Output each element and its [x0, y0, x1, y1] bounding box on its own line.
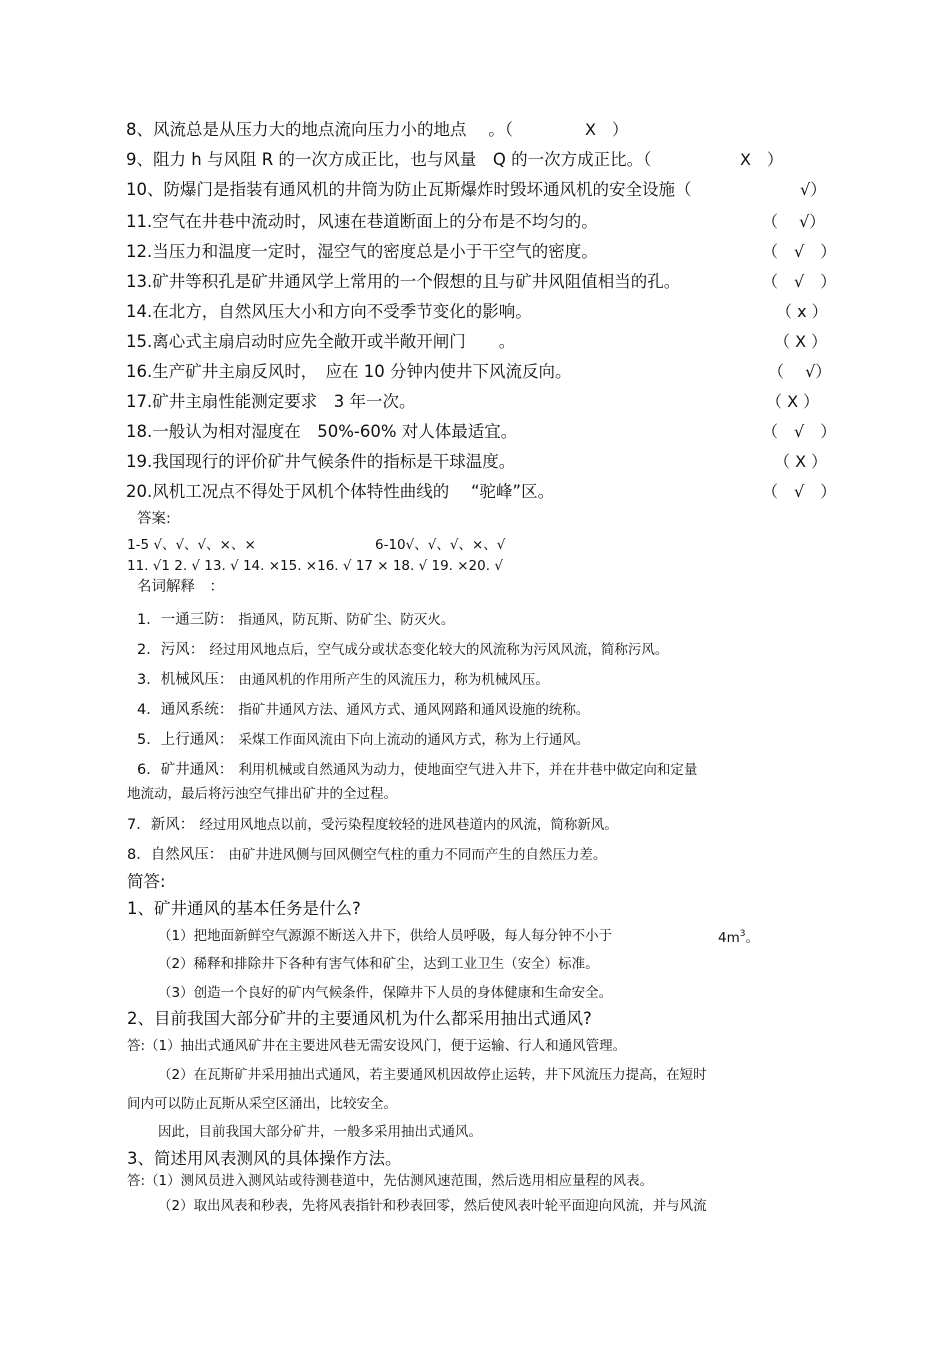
answer-mark-20: （ √ ） — [762, 482, 837, 501]
term-label: 1．一通三防： — [137, 612, 234, 628]
question-17: 17.矿井主扇性能测定要求 3 年一次。 — [126, 392, 416, 411]
term-row-4 — [137, 701, 589, 718]
question-18: 18.一般认为相对湿度在 50%-60% 对人体最适宜。 — [126, 422, 518, 441]
answer-mark-14: （ x ） — [776, 302, 828, 321]
question-13: 13.矿井等积孔是矿井通风学上常用的一个假想的且与矿井风阻值相当的孔。 — [126, 272, 681, 291]
term-definition: 利用机械或自然通风为动力，使地面空气进入井下，并在井巷中做定向和定量 — [238, 762, 698, 778]
term-label: 8．自然风压： — [127, 847, 224, 863]
question-19: 19.我国现行的评价矿井气候条件的指标是干球温度。 — [126, 452, 516, 471]
answers-heading: 答案: — [137, 511, 171, 527]
term-row-2 — [137, 641, 668, 658]
answer-mark-10: √） — [800, 180, 827, 199]
short-q1-answer-2: （2）稀释和排除井下各种有害气体和矿尘，达到工业卫生（安全）标准。 — [158, 956, 599, 972]
term-definition: 指通风，防瓦斯、防矿尘、防灭火。 — [238, 612, 455, 628]
term-label: 4．通风系统： — [137, 702, 234, 718]
term-definition: 指矿井通风方法、通风方式、通风网路和通风设施的统称。 — [238, 702, 590, 718]
answer-mark-13: （ √ ） — [762, 272, 837, 291]
short-answer-heading: 简答: — [127, 872, 166, 891]
short-question-3: 3、简述用风表测风的具体操作方法。 — [127, 1149, 402, 1168]
terms-heading: 名词解释 ： — [137, 579, 224, 595]
term-row-5 — [137, 731, 589, 748]
term-row-3 — [137, 671, 549, 688]
short-q1-answer-3: （3）创造一个良好的矿内气候条件，保障井下人员的身体健康和生命安全。 — [158, 985, 613, 1001]
answer-mark-8: X ） — [585, 120, 628, 139]
term-6-continuation: 地流动，最后将污浊空气排出矿井的全过程。 — [127, 786, 397, 802]
term-label: 7．新风： — [127, 817, 195, 833]
term-definition: 经过用风地点后，空气成分或状态变化较大的风流称为污风风流，简称污风。 — [209, 642, 669, 658]
term-definition: 采煤工作面风流由下向上流动的通风方式，称为上行通风。 — [238, 732, 590, 748]
term-label: 5．上行通风： — [137, 732, 234, 748]
short-question-2: 2、目前我国大部分矿井的主要通风机为什么都采用抽出式通风? — [127, 1009, 592, 1028]
answer-mark-9: X ） — [740, 150, 783, 169]
short-q1-answer-1: （1）把地面新鲜空气源源不断送入井下，供给人员呼吸，每人每分钟不小于 — [158, 928, 613, 944]
answer-mark-11: （ √） — [762, 212, 826, 231]
short-q1-answer-1-value: $4m^3$。 — [718, 929, 759, 946]
term-row-8 — [127, 846, 606, 863]
term-label: 6．矿井通风： — [137, 762, 234, 778]
answer-mark-12: （ √ ） — [762, 242, 837, 261]
term-definition: 经过用风地点以前，受污染程度较轻的进风巷道内的风流，简称新风。 — [199, 817, 618, 833]
short-question-1: 1、矿井通风的基本任务是什么? — [127, 899, 361, 918]
term-row-1 — [137, 611, 454, 628]
question-9: 9、阻力 h 与风阻 R 的一次方成正比，也与风量 Q 的一次方成正比。（ — [126, 150, 652, 169]
short-q2-answer-3: 因此，目前我国大部分矿井，一般多采用抽出式通风。 — [158, 1124, 482, 1140]
question-12: 12.当压力和温度一定时，湿空气的密度总是小于干空气的密度。 — [126, 242, 598, 261]
question-10: 10、防爆门是指装有通风机的井筒为防止瓦斯爆炸时毁坏通风机的安全设施（ — [126, 180, 692, 199]
question-15: 15.离心式主扇启动时应先全敞开或半敞开闸门 。 — [126, 332, 516, 351]
term-label: 2．污风： — [137, 642, 205, 658]
question-8: 8、风流总是从压力大的地点流向压力小的地点 。（ — [126, 120, 513, 139]
answer-mark-18: （ √ ） — [762, 422, 837, 441]
short-q3-answer-1: 答:（1）测风员进入测风站或待测巷道中，先估测风速范围，然后选用相应量程的风表。 — [127, 1173, 654, 1189]
answer-mark-15: （ X ） — [774, 332, 828, 351]
answers-line-1a: 1-5 √、√、√、×、× — [127, 537, 256, 553]
term-definition: 由通风机的作用所产生的风流压力，称为机械风压。 — [238, 672, 549, 688]
term-row-6 — [137, 761, 697, 778]
answers-line-2: 11. √1 2. √ 13. √ 14. ×15. ×16. √ 17 × 18. √ 19. ×20. √ — [127, 558, 503, 574]
term-row-7 — [127, 816, 618, 833]
term-label: 3．机械风压： — [137, 672, 234, 688]
question-14: 14.在北方，自然风压大小和方向不受季节变化的影响。 — [126, 302, 532, 321]
question-20: 20.风机工况点不得处于风机个体特性曲线的 “驼峰”区。 — [126, 482, 555, 501]
question-16: 16.生产矿井主扇反风时， 应在 10 分钟内使井下风流反向。 — [126, 362, 572, 381]
answer-mark-19: （ X ） — [774, 452, 828, 471]
short-q2-answer-2-cont: 间内可以防止瓦斯从采空区涌出，比较安全。 — [127, 1096, 397, 1112]
answer-mark-17: （ X ） — [766, 392, 820, 411]
short-q2-answer-2: （2）在瓦斯矿井采用抽出式通风，若主要通风机因故停止运转，井下风流压力提高，在短时 — [158, 1067, 707, 1083]
answers-line-1b: 6-10√、√、√、×、√ — [375, 537, 506, 553]
term-definition: 由矿井进风侧与回风侧空气柱的重力不同而产生的自然压力差。 — [228, 847, 607, 863]
answer-mark-16: （ √） — [768, 362, 832, 381]
question-11: 11.空气在井巷中流动时，风速在巷道断面上的分布是不均匀的。 — [126, 212, 598, 231]
short-q3-answer-2: （2）取出风表和秒表，先将风表指针和秒表回零，然后使风表叶轮平面迎向风流，并与风流 — [158, 1198, 707, 1214]
short-q2-answer-1: 答:（1）抽出式通风矿井在主要进风巷无需安设风门，便于运输、行人和通风管理。 — [127, 1038, 627, 1054]
